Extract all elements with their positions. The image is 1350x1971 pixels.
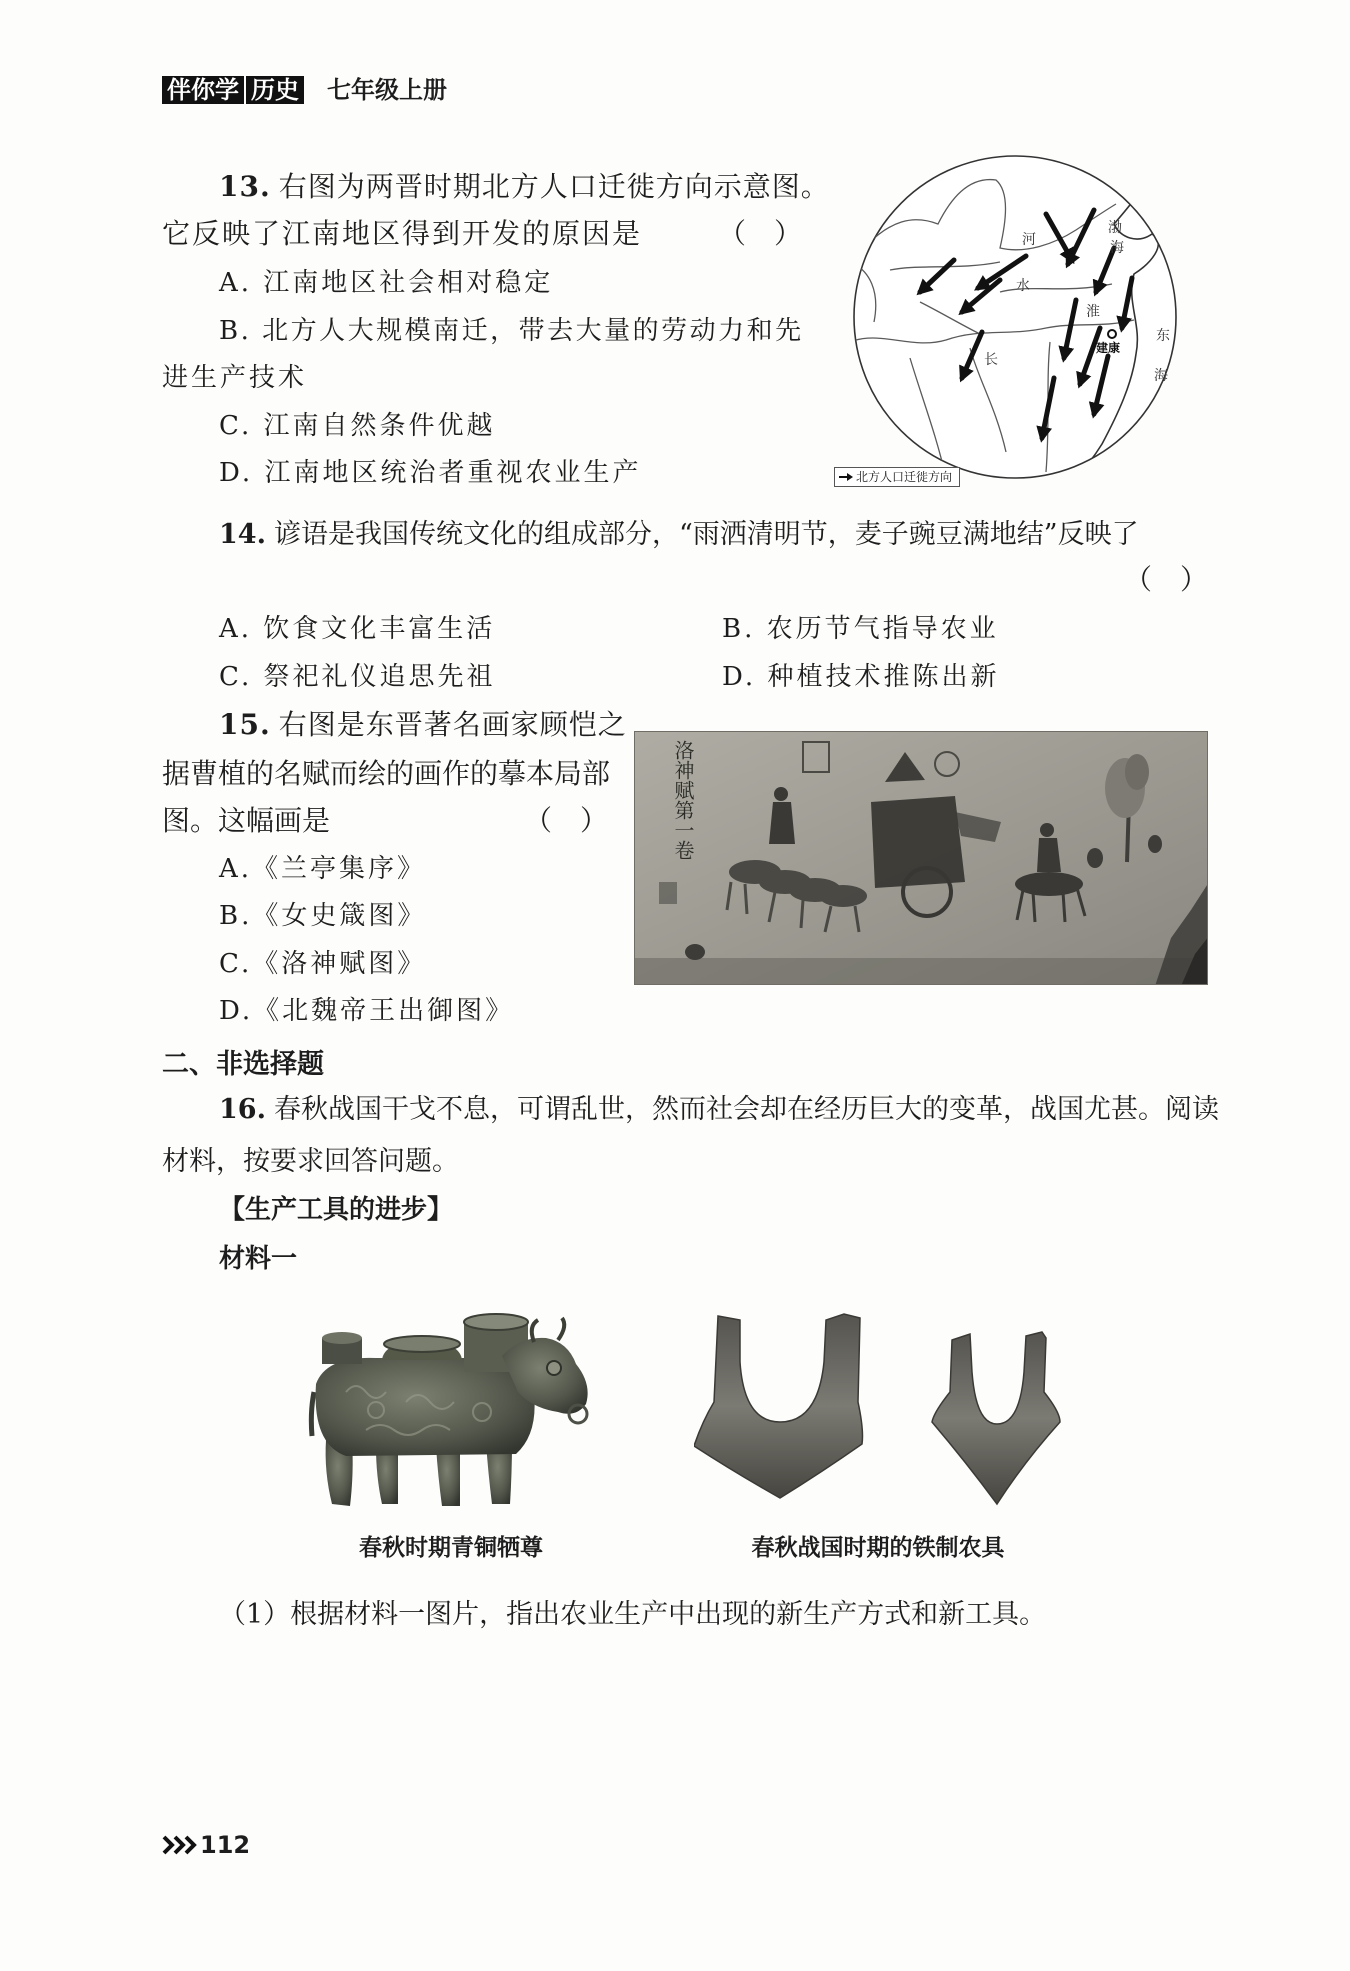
q14-number: 14. xyxy=(219,519,266,550)
q16-stem-line2: 材料，按要求回答问题。 xyxy=(162,1146,459,1177)
q13-number: 13. xyxy=(219,170,271,203)
q16-subquestion-1: （1）根据材料一图片，指出农业生产中出现的新生产方式和新工具。 xyxy=(219,1599,1047,1630)
map-label: 淮 xyxy=(1086,304,1100,320)
map-label: 水 xyxy=(1016,278,1030,294)
section-title: 二、非选择题 xyxy=(162,1049,324,1080)
q15-stem-line3: 图。这幅画是 xyxy=(162,804,331,837)
q14-option-d: D. 种植技术推陈出新 xyxy=(722,662,1000,692)
map-legend-text: 北方人口迁徙方向 xyxy=(856,470,953,484)
luoshen-painting xyxy=(634,731,1208,985)
q16-stem-text: 春秋战国干戈不息，可谓乱世，然而社会却在经历巨大的变革，战国尤甚。阅读 xyxy=(273,1094,1219,1125)
q13-option-d: D. 江南地区统治者重视农业生产 xyxy=(219,458,642,488)
q15-stem-text: 右图是东晋著名画家顾恺之 xyxy=(278,708,627,741)
q16-number: 16. xyxy=(219,1094,266,1125)
painting-inscription: 洛神赋第一卷 xyxy=(671,740,695,860)
painting-ground xyxy=(635,958,1208,985)
q14-option-a: A. 饮食文化丰富生活 xyxy=(219,614,496,644)
vessel-mouth-left xyxy=(322,1332,362,1344)
map-label: 海 xyxy=(1110,240,1124,256)
caption-bronze-vessel: 春秋时期青铜牺尊 xyxy=(359,1535,543,1561)
q15-option-a: A.《兰亭集序》 xyxy=(219,854,427,884)
q13-answer-blank: （ ） xyxy=(718,217,803,250)
subject-badge: 历史 xyxy=(246,76,304,104)
q13-stem-line1 xyxy=(219,169,830,205)
q13-option-b-line2: 进生产技术 xyxy=(162,363,308,393)
migration-map xyxy=(850,152,1180,482)
map-label: 河 xyxy=(1022,232,1036,248)
bronze-ox-vessel-image xyxy=(306,1312,596,1512)
grade-label: 七年级上册 xyxy=(327,75,447,104)
painting-image xyxy=(635,732,1208,985)
page-number: 112 xyxy=(200,1831,251,1859)
q15-option-d: D.《北魏帝王出御图》 xyxy=(219,996,515,1026)
q15-stem-line2: 据曹植的名赋而绘的画作的摹本局部 xyxy=(162,757,611,790)
series-badge: 伴你学 xyxy=(162,76,244,104)
map-label: 长 xyxy=(984,352,998,368)
q15-stem-line1 xyxy=(219,707,627,743)
iron-plough-share xyxy=(932,1332,1060,1504)
city-marker xyxy=(1108,330,1116,338)
q14-answer-blank: （ ） xyxy=(1124,563,1209,596)
q13-stem-line2: 它反映了江南地区得到开发的原因是 xyxy=(162,217,643,250)
seal xyxy=(659,882,677,904)
q14-option-b: B. 农历节气指导农业 xyxy=(722,614,999,644)
map-label: 海 xyxy=(1154,368,1168,384)
q14-option-c: C. 祭祀礼仪追思先祖 xyxy=(219,662,496,692)
ox-leg xyxy=(436,1446,460,1506)
iron-tools-image xyxy=(694,1312,1064,1512)
topic-heading: 【生产工具的进步】 xyxy=(219,1195,454,1225)
map-label: 东 xyxy=(1156,328,1170,344)
vessel-bowl xyxy=(384,1336,460,1352)
right-arrow-icon xyxy=(838,468,854,486)
vessel-cylinder xyxy=(464,1314,528,1330)
material-label: 材料一 xyxy=(219,1244,298,1274)
caption-iron-tools: 春秋战国时期的铁制农具 xyxy=(751,1535,1005,1561)
q15-option-c: C.《洛神赋图》 xyxy=(219,949,427,979)
map-label: 渤 xyxy=(1108,220,1122,236)
q14-stem xyxy=(219,517,1139,553)
q15-number: 15. xyxy=(219,708,271,741)
chevrons-icon xyxy=(162,1834,198,1856)
map-outline xyxy=(854,156,1176,478)
iron-spade-head xyxy=(694,1314,863,1498)
city-label-jiankang: 建康 xyxy=(1096,341,1121,355)
q14-stem-text: 谚语是我国传统文化的组成部分，“雨洒清明节，麦子豌豆满地结”反映了 xyxy=(273,519,1139,550)
ox-body xyxy=(316,1358,535,1456)
q16-stem-line1 xyxy=(219,1092,1219,1128)
q13-option-c: C. 江南自然条件优越 xyxy=(219,411,496,441)
q13-stem-text: 右图为两晋时期北方人口迁徙方向示意图。 xyxy=(278,170,830,203)
q13-option-a: A. 江南地区社会相对稳定 xyxy=(219,268,554,298)
map-legend xyxy=(834,467,960,487)
q15-answer-blank: （ ） xyxy=(524,804,609,837)
q13-option-b-line1: B. 北方人大规模南迁，带去大量的劳动力和先 xyxy=(219,316,804,346)
ox-eye xyxy=(547,1361,561,1375)
ox-tail xyxy=(311,1392,314,1436)
q15-option-b: B.《女史箴图》 xyxy=(219,901,427,931)
